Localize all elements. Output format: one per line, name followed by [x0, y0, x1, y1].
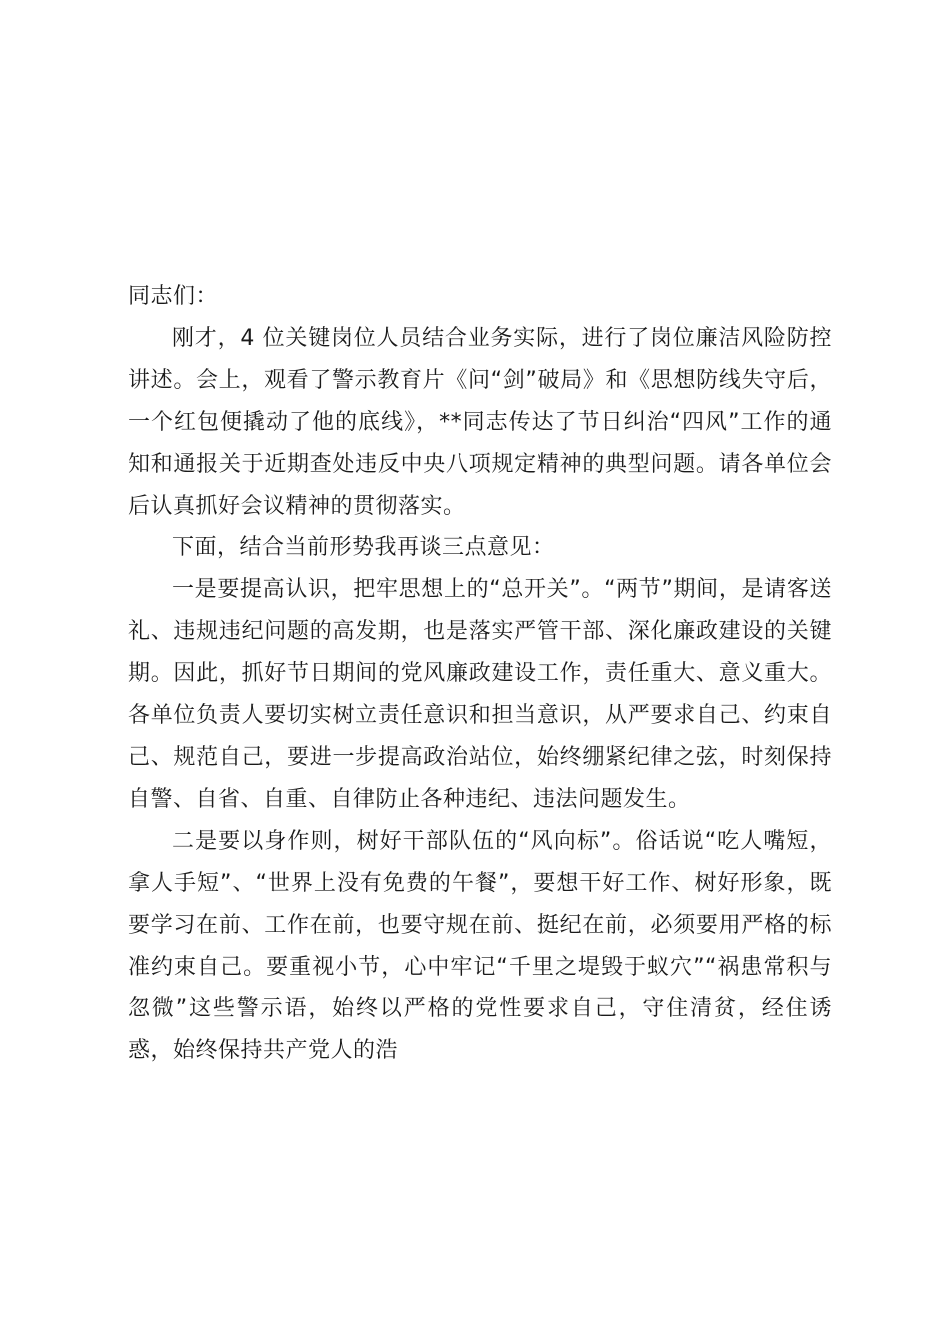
salutation: 同志们：: [128, 284, 219, 309]
speech-body: [128, 276, 832, 1072]
paragraph-opening-summary: 刚才，4 位关键岗位人员结合业务实际，进行了岗位廉洁风险防控讲述。会上，观看了警示教育片《问“剑”破局》和《思想防线失守后，一个红包便撬动了他的底线》，**同志传达了节日纠治“四风”工作的通知和通报关于近期查处违反中央八项规定精神的典型问题。请各单位会后认真抓好会议精神的贯彻落实。: [128, 325, 832, 519]
paragraph-point-two: 二是要以身作则，树好干部队伍的“风向标”。俗话说“吃人嘴短，拿人手短”、“世界上没有免费的午餐”，要想干好工作、树好形象，既要学习在前、工作在前，也要守规在前、挺纪在前，必须要用严格的标准约束自己。要重视小节，心中牢记“千里之堤毁于蚁穴”“祸患常积与忽微”这些警示语，始终以严格的党性要求自己，守住清贫，经住诱惑，始终保持共产党人的浩: [128, 828, 832, 1064]
paragraph-point-one: 一是要提高认识，把牢思想上的“总开关”。“两节”期间，是请客送礼、违规违纪问题的高发期，也是落实严管干部、深化廉政建设的关键期。因此，抓好节日期间的党风廉政建设工作，责任重大、意义重大。各单位负责人要切实树立责任意识和担当意识，从严要求自己、约束自己、规范自己，要进一步提高政治站位，始终绷紧纪律之弦，时刻保持自警、自省、自重、自律防止各种违纪、违法问题发生。: [128, 577, 832, 812]
paragraph-transition: 下面，结合当前形势我再谈三点意见：: [172, 535, 555, 561]
